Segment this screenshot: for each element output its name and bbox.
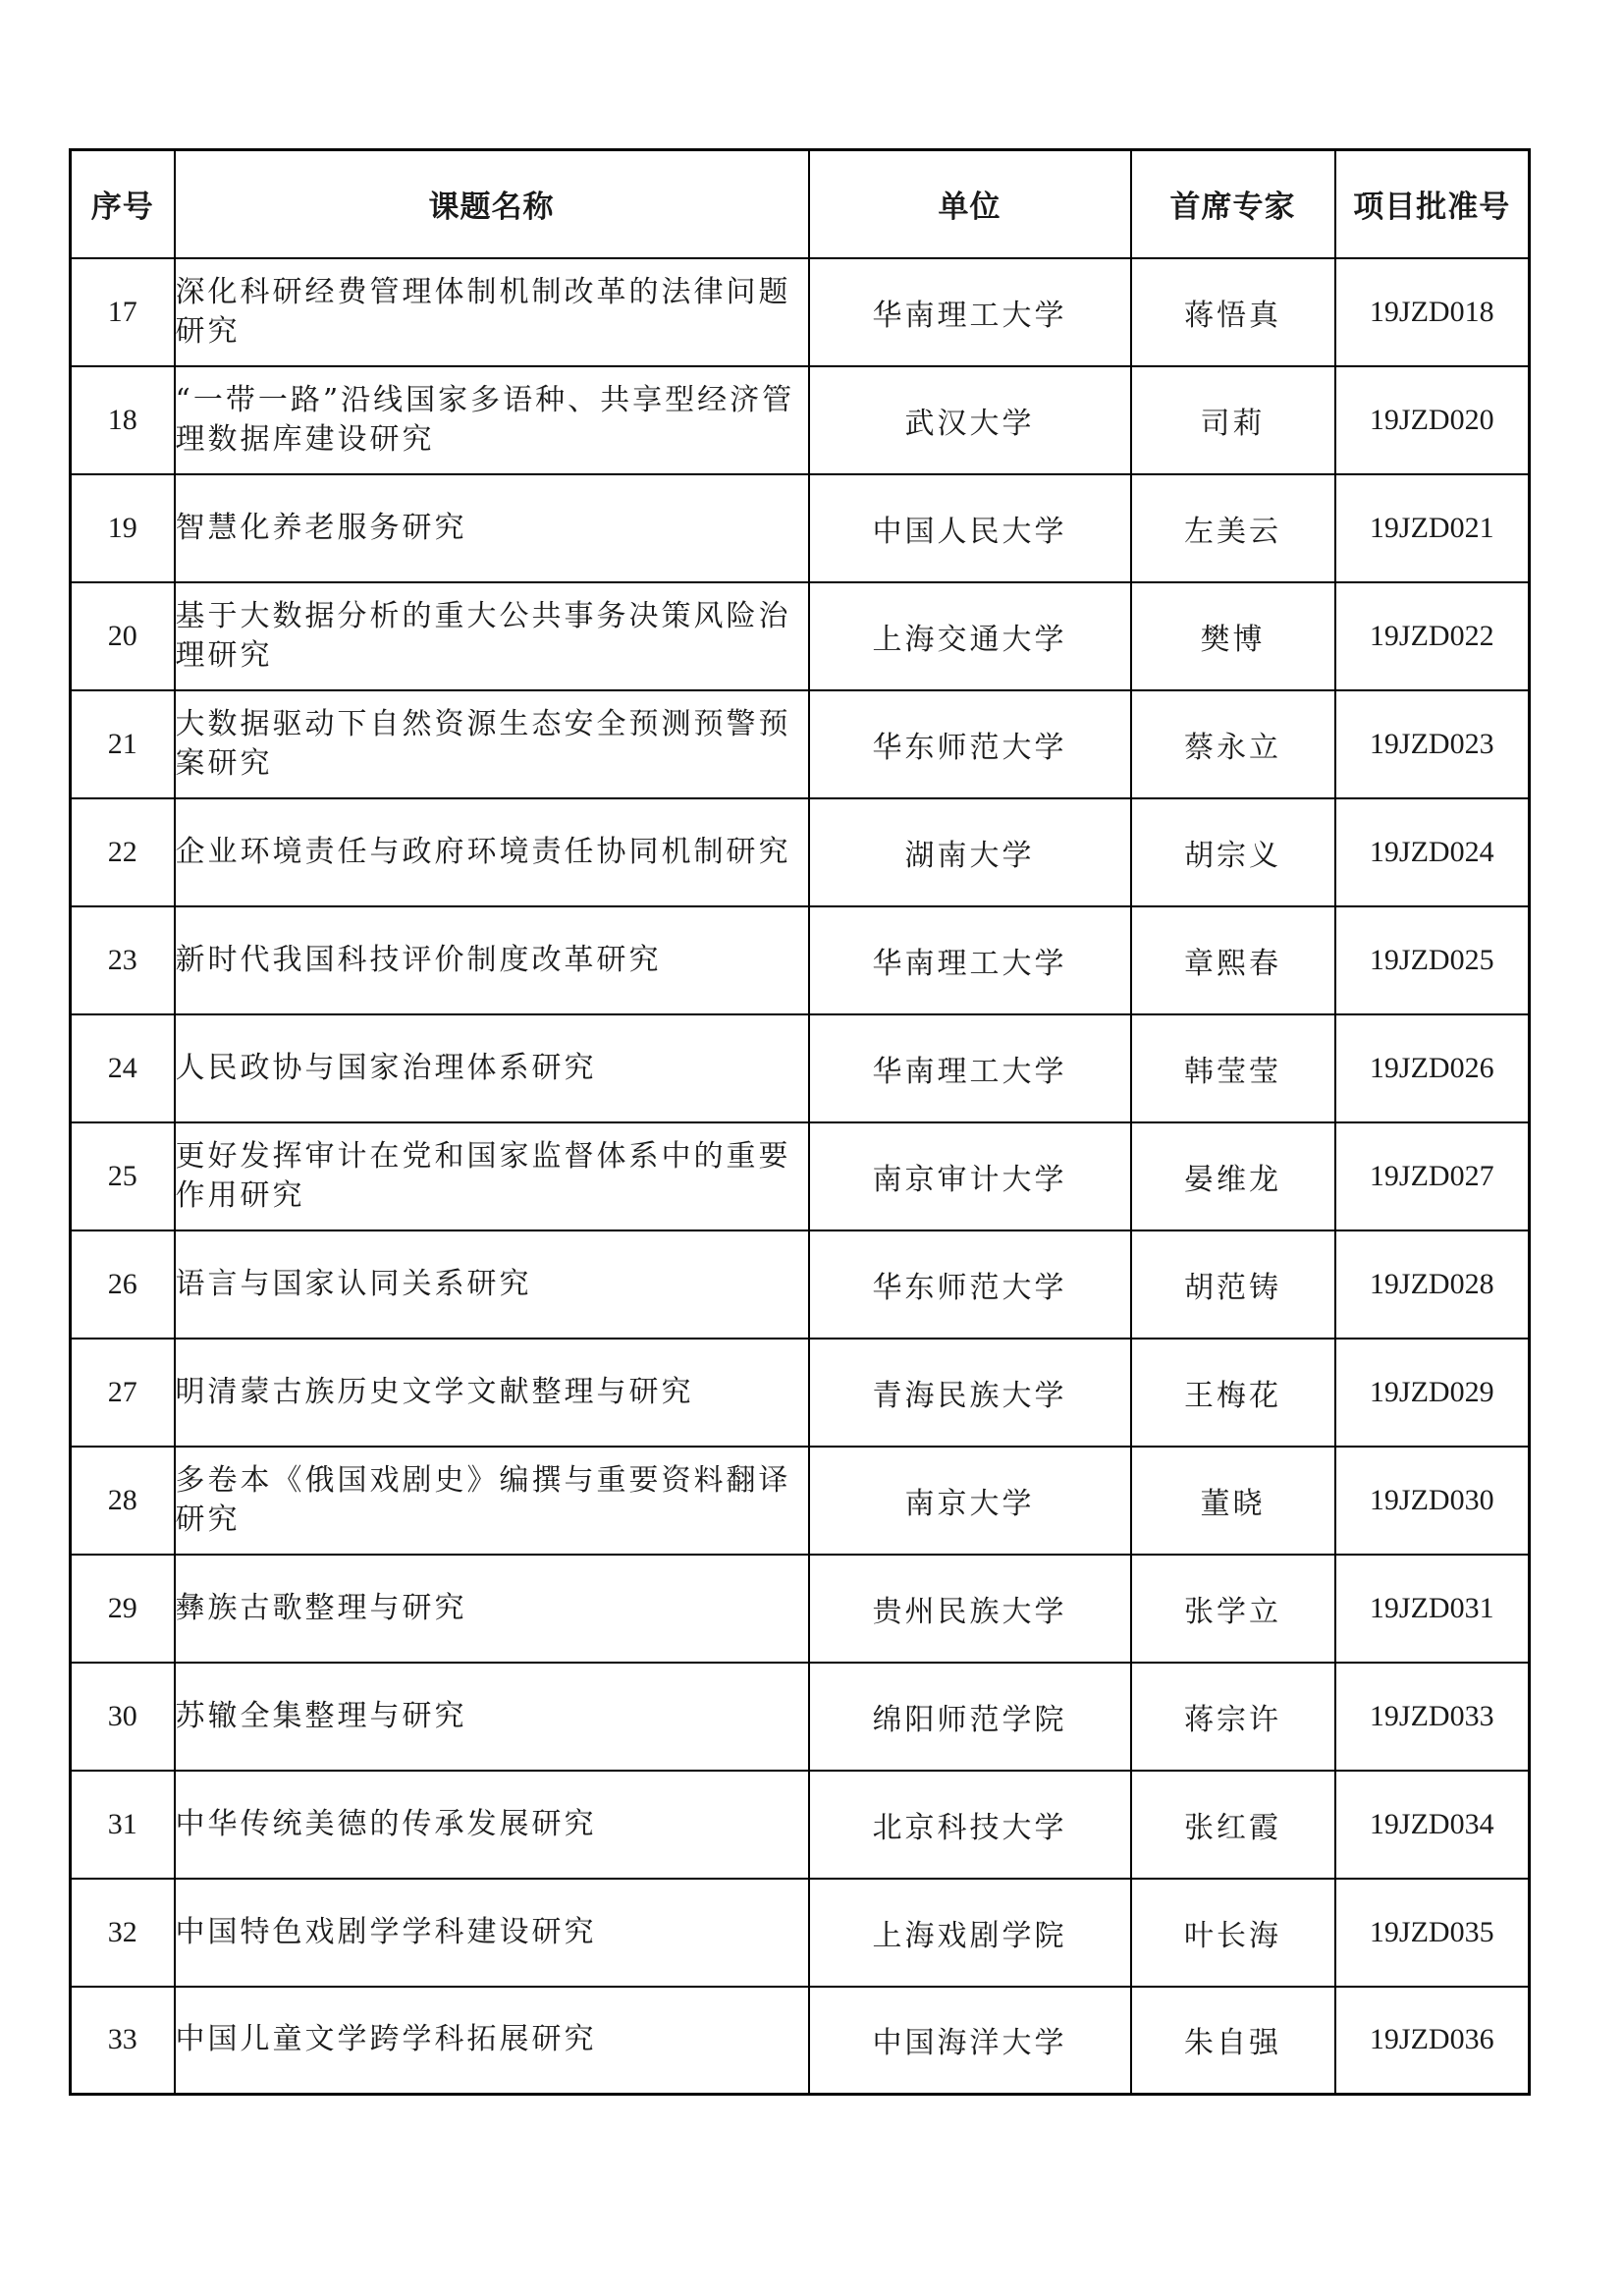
cell-num: 30 [71, 1663, 175, 1771]
header-title: 课题名称 [175, 150, 809, 258]
cell-code: 19JZD034 [1335, 1771, 1530, 1879]
table-row [71, 798, 1530, 906]
table-row [71, 1555, 1530, 1663]
cell-unit: 贵州民族大学 [809, 1555, 1131, 1663]
cell-expert: 蔡永立 [1131, 690, 1335, 798]
cell-title: 更好发挥审计在党和国家监督体系中的重要作用研究 [175, 1122, 809, 1230]
table-row [71, 1987, 1530, 2095]
cell-unit: 华南理工大学 [809, 1014, 1131, 1122]
cell-expert: 蒋悟真 [1131, 258, 1335, 366]
cell-unit: 南京审计大学 [809, 1122, 1131, 1230]
table-row [71, 906, 1530, 1014]
cell-expert: 樊博 [1131, 582, 1335, 690]
cell-title: 深化科研经费管理体制机制改革的法律问题研究 [175, 258, 809, 366]
cell-unit: 华南理工大学 [809, 906, 1131, 1014]
cell-code: 19JZD031 [1335, 1555, 1530, 1663]
cell-num: 32 [71, 1879, 175, 1987]
cell-num: 33 [71, 1987, 175, 2095]
cell-title: 中国儿童文学跨学科拓展研究 [175, 1987, 809, 2095]
cell-title: 基于大数据分析的重大公共事务决策风险治理研究 [175, 582, 809, 690]
table-row [71, 1122, 1530, 1230]
table-row [71, 474, 1530, 582]
cell-title: 语言与国家认同关系研究 [175, 1230, 809, 1339]
cell-code: 19JZD030 [1335, 1447, 1530, 1555]
cell-code: 19JZD026 [1335, 1014, 1530, 1122]
cell-expert: 韩莹莹 [1131, 1014, 1335, 1122]
table-row [71, 582, 1530, 690]
cell-num: 22 [71, 798, 175, 906]
cell-num: 28 [71, 1447, 175, 1555]
table-row [71, 1014, 1530, 1122]
cell-code: 19JZD036 [1335, 1987, 1530, 2095]
cell-num: 21 [71, 690, 175, 798]
cell-num: 27 [71, 1339, 175, 1447]
cell-expert: 胡宗义 [1131, 798, 1335, 906]
table-row [71, 258, 1530, 366]
cell-title: 新时代我国科技评价制度改革研究 [175, 906, 809, 1014]
projects-table [69, 148, 1531, 2096]
cell-title: 智慧化养老服务研究 [175, 474, 809, 582]
cell-expert: 司莉 [1131, 366, 1335, 474]
cell-title: 苏辙全集整理与研究 [175, 1663, 809, 1771]
table-row [71, 1339, 1530, 1447]
table-row [71, 1447, 1530, 1555]
cell-num: 26 [71, 1230, 175, 1339]
cell-code: 19JZD024 [1335, 798, 1530, 906]
header-expert: 首席专家 [1131, 150, 1335, 258]
cell-code: 19JZD033 [1335, 1663, 1530, 1771]
table-row [71, 1663, 1530, 1771]
cell-expert: 晏维龙 [1131, 1122, 1335, 1230]
cell-unit: 上海戏剧学院 [809, 1879, 1131, 1987]
cell-num: 24 [71, 1014, 175, 1122]
cell-code: 19JZD021 [1335, 474, 1530, 582]
cell-code: 19JZD020 [1335, 366, 1530, 474]
cell-expert: 叶长海 [1131, 1879, 1335, 1987]
cell-num: 31 [71, 1771, 175, 1879]
cell-expert: 左美云 [1131, 474, 1335, 582]
cell-expert: 董晓 [1131, 1447, 1335, 1555]
cell-unit: 中国海洋大学 [809, 1987, 1131, 2095]
cell-code: 19JZD035 [1335, 1879, 1530, 1987]
cell-unit: 中国人民大学 [809, 474, 1131, 582]
table-body [71, 258, 1530, 2095]
cell-title: 中国特色戏剧学学科建设研究 [175, 1879, 809, 1987]
cell-expert: 朱自强 [1131, 1987, 1335, 2095]
cell-unit: 华东师范大学 [809, 690, 1131, 798]
cell-title: 人民政协与国家治理体系研究 [175, 1014, 809, 1122]
cell-num: 19 [71, 474, 175, 582]
cell-unit: 南京大学 [809, 1447, 1131, 1555]
cell-title: 明清蒙古族历史文学文献整理与研究 [175, 1339, 809, 1447]
table-row [71, 1230, 1530, 1339]
cell-unit: 绵阳师范学院 [809, 1663, 1131, 1771]
cell-title: “一带一路”沿线国家多语种、共享型经济管理数据库建设研究 [175, 366, 809, 474]
cell-num: 29 [71, 1555, 175, 1663]
header-code: 项目批准号 [1335, 150, 1530, 258]
cell-unit: 湖南大学 [809, 798, 1131, 906]
cell-expert: 胡范铸 [1131, 1230, 1335, 1339]
header-num: 序号 [71, 150, 175, 258]
table-row [71, 366, 1530, 474]
cell-code: 19JZD028 [1335, 1230, 1530, 1339]
table-row [71, 690, 1530, 798]
cell-title: 彝族古歌整理与研究 [175, 1555, 809, 1663]
cell-expert: 张学立 [1131, 1555, 1335, 1663]
cell-unit: 华东师范大学 [809, 1230, 1131, 1339]
cell-code: 19JZD027 [1335, 1122, 1530, 1230]
cell-unit: 武汉大学 [809, 366, 1131, 474]
cell-expert: 张红霞 [1131, 1771, 1335, 1879]
cell-num: 17 [71, 258, 175, 366]
cell-code: 19JZD023 [1335, 690, 1530, 798]
cell-num: 18 [71, 366, 175, 474]
header-unit: 单位 [809, 150, 1131, 258]
cell-title: 中华传统美德的传承发展研究 [175, 1771, 809, 1879]
header-row [71, 150, 1530, 258]
cell-code: 19JZD025 [1335, 906, 1530, 1014]
cell-unit: 北京科技大学 [809, 1771, 1131, 1879]
cell-unit: 青海民族大学 [809, 1339, 1131, 1447]
cell-expert: 蒋宗许 [1131, 1663, 1335, 1771]
cell-code: 19JZD029 [1335, 1339, 1530, 1447]
table-row [71, 1771, 1530, 1879]
cell-expert: 王梅花 [1131, 1339, 1335, 1447]
cell-code: 19JZD022 [1335, 582, 1530, 690]
cell-title: 企业环境责任与政府环境责任协同机制研究 [175, 798, 809, 906]
cell-expert: 章熙春 [1131, 906, 1335, 1014]
cell-num: 23 [71, 906, 175, 1014]
cell-num: 20 [71, 582, 175, 690]
table-row [71, 1879, 1530, 1987]
cell-unit: 华南理工大学 [809, 258, 1131, 366]
table-header [71, 150, 1530, 258]
cell-title: 大数据驱动下自然资源生态安全预测预警预案研究 [175, 690, 809, 798]
cell-unit: 上海交通大学 [809, 582, 1131, 690]
cell-title: 多卷本《俄国戏剧史》编撰与重要资料翻译研究 [175, 1447, 809, 1555]
cell-code: 19JZD018 [1335, 258, 1530, 366]
cell-num: 25 [71, 1122, 175, 1230]
